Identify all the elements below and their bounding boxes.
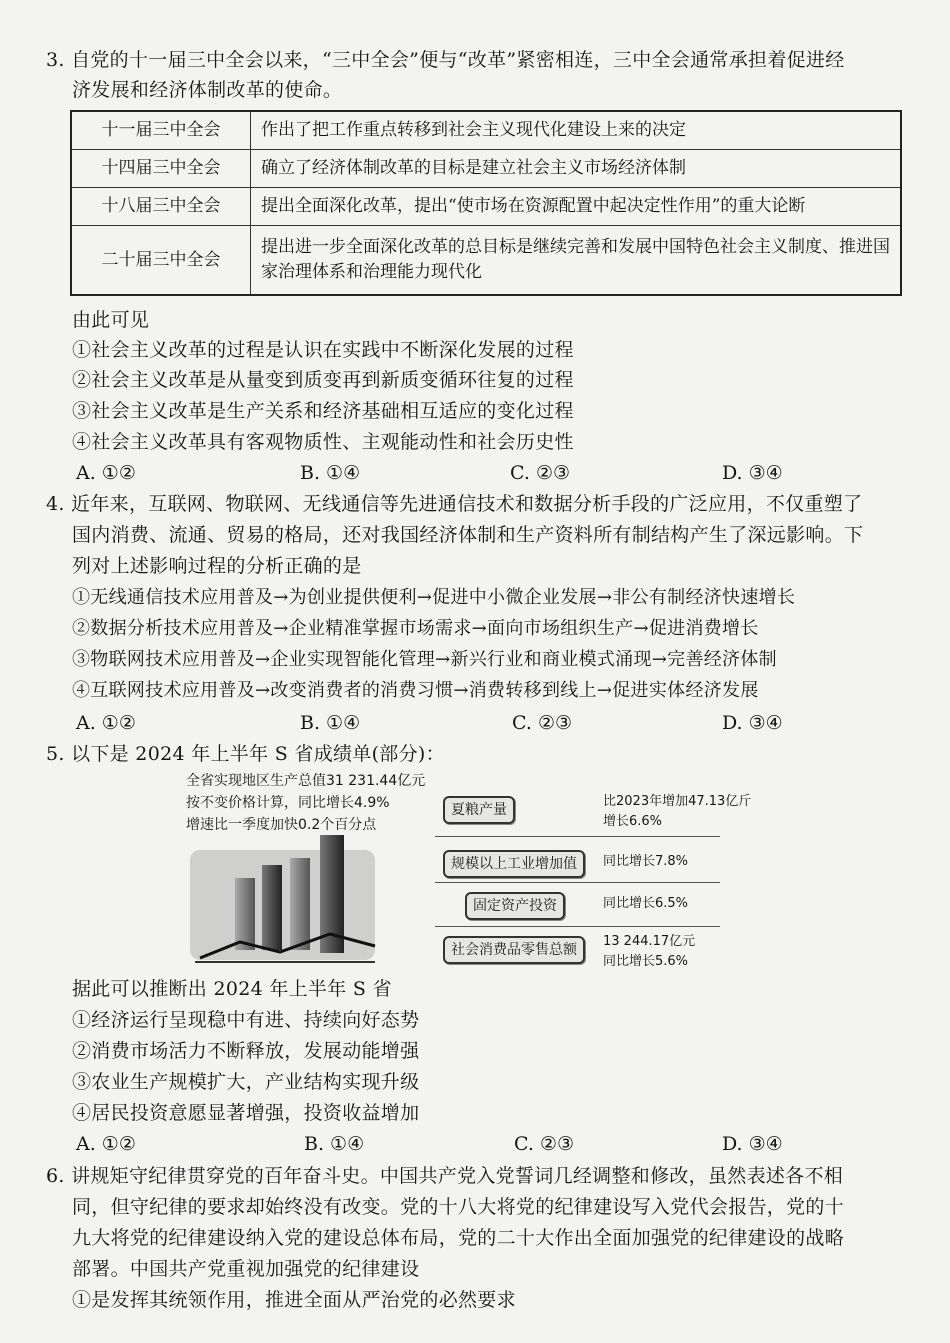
q3-option-d[interactable]: D. ③④ — [722, 462, 783, 484]
stat-value — [603, 932, 695, 972]
report-card-figure — [180, 770, 752, 985]
stat-retail-sales — [435, 932, 720, 972]
stat-label: 规模以上工业增加值 — [443, 850, 585, 878]
q4-stem-line3: 列对上述影响过程的分析正确的是 — [72, 555, 362, 577]
table-row — [71, 111, 901, 150]
table-row — [71, 226, 901, 296]
content-cell: 确立了经济体制改革的目标是建立社会主义市场经济体制 — [251, 150, 902, 188]
illustration-bar — [290, 858, 310, 950]
q4-option-c[interactable]: C. ②③ — [512, 712, 573, 734]
gdp-summary — [186, 770, 425, 836]
q5-item-4: ④居民投资意愿显著增强，投资收益增加 — [72, 1102, 420, 1124]
stat-value-line: 同比增长7.8% — [603, 854, 689, 869]
stat-value — [603, 852, 688, 872]
content-cell: 作出了把工作重点转移到社会主义现代化建设上来的决定 — [251, 111, 902, 150]
stat-label: 固定资产投资 — [465, 892, 565, 920]
content-cell: 提出进一步全面深化改革的总目标是继续完善和发展中国特色社会主义制度、推进国家治理体系和治理能力现代化 — [251, 226, 902, 296]
stat-summer-grain — [435, 792, 752, 832]
q4-item-1: ①无线通信技术应用普及→为创业提供便利→促进中小微企业发展→非公有制经济快速增长 — [72, 587, 796, 608]
stat-label: 夏粮产量 — [443, 796, 515, 824]
stat-label: 社会消费品零售总额 — [443, 936, 585, 964]
q5-option-a[interactable]: A. ①② — [76, 1133, 136, 1155]
q3-item-1: ①社会主义改革的过程是认识在实践中不断深化发展的过程 — [72, 339, 574, 361]
illustration-bar — [262, 865, 282, 950]
q3-item-3: ③社会主义改革是生产关系和经济基础相互适应的变化过程 — [72, 400, 574, 422]
content-cell: 提出全面深化改革，提出“使市场在资源配置中起决定性作用”的重大论断 — [251, 188, 902, 226]
q4-stem-line2: 国内消费、流通、贸易的格局，还对我国经济体制和生产资料所有制结构产生了深远影响。下 — [72, 524, 864, 546]
chart-backdrop — [190, 850, 375, 960]
stat-value — [603, 894, 688, 914]
q4-option-a[interactable]: A. ①② — [76, 712, 136, 734]
stat-value-line: 增长6.6% — [603, 814, 663, 829]
q5-option-c[interactable]: C. ②③ — [514, 1133, 575, 1155]
gdp-line-1: 全省实现地区生产总值31 231.44亿元 — [186, 773, 426, 789]
q3-option-c[interactable]: C. ②③ — [510, 462, 571, 484]
session-cell: 十一届三中全会 — [71, 111, 251, 150]
q6-stem-line3: 九大将党的纪律建设纳入党的建设总体布局，党的二十大作出全面加强党的纪律建设的战略 — [72, 1227, 845, 1249]
stat-fixed-investment — [435, 888, 720, 928]
stat-value-line: 同比增长5.6% — [603, 954, 689, 969]
q5-lead: 据此可以推断出 2024 年上半年 S 省 — [72, 978, 392, 1000]
q3-option-a[interactable]: A. ①② — [76, 462, 136, 484]
stat-value-line: 13 244.17亿元 — [603, 934, 696, 949]
session-cell: 十八届三中全会 — [71, 188, 251, 226]
q4-option-b[interactable]: B. ①④ — [300, 712, 361, 734]
q5-item-3: ③农业生产规模扩大，产业结构实现升级 — [72, 1071, 420, 1093]
bar-chart-illustration — [180, 830, 380, 970]
gdp-line-3: 增速比一季度加快0.2个百分点 — [186, 817, 377, 833]
table-row — [71, 188, 901, 226]
q3-item-2: ②社会主义改革是从量变到质变再到新质变循环往复的过程 — [72, 369, 574, 391]
divider — [435, 836, 720, 837]
q5-item-2: ②消费市场活力不断释放，发展动能增强 — [72, 1040, 420, 1062]
q3-stem-line1: 3. 自党的十一届三中全会以来，“三中全会”便与“改革”紧密相连，三中全会通常承担着促进经 — [46, 49, 845, 71]
q4-option-d[interactable]: D. ③④ — [722, 712, 783, 734]
q6-item-1: ①是发挥其统领作用，推进全面从严治党的必然要求 — [72, 1289, 516, 1311]
q3-option-b[interactable]: B. ①④ — [300, 462, 361, 484]
q6-stem-line1: 6. 讲规矩守纪律贯穿党的百年奋斗史。中国共产党入党誓词几经调整和修改，虽然表述各不相 — [46, 1165, 844, 1187]
q3-stem-line2: 济发展和经济体制改革的使命。 — [72, 79, 343, 101]
q5-option-b[interactable]: B. ①④ — [304, 1133, 365, 1155]
q3-lead: 由此可见 — [72, 309, 150, 331]
plenum-table — [70, 110, 902, 296]
gdp-line-2: 按不变价格计算，同比增长4.9% — [186, 795, 390, 811]
q3-item-4: ④社会主义改革具有客观物质性、主观能动性和社会历史性 — [72, 431, 574, 453]
q6-stem-line4: 部署。中国共产党重视加强党的纪律建设 — [72, 1258, 420, 1280]
divider — [435, 882, 720, 883]
q5-stem: 5. 以下是 2024 年上半年 S 省成绩单(部分)： — [46, 743, 445, 765]
q6-stem-line2: 同，但守纪律的要求却始终没有改变。党的十八大将党的纪律建设写入党代会报告，党的十 — [72, 1196, 845, 1218]
q4-stem-line1: 4. 近年来，互联网、物联网、无线通信等先进通信技术和数据分析手段的广泛应用，不仅重塑了 — [46, 493, 863, 515]
session-cell: 二十届三中全会 — [71, 226, 251, 296]
stat-value-line: 比2023年增加47.13亿斤 — [603, 794, 752, 809]
stat-value — [603, 792, 751, 832]
q4-item-3: ③物联网技术应用普及→企业实现智能化管理→新兴行业和商业模式涌现→完善经济体制 — [72, 649, 777, 670]
stat-value-line: 同比增长6.5% — [603, 896, 689, 911]
illustration-bar — [235, 878, 255, 950]
divider — [435, 926, 720, 927]
session-cell: 十四届三中全会 — [71, 150, 251, 188]
q4-item-2: ②数据分析技术应用普及→企业精准掌握市场需求→面向市场组织生产→促进消费增长 — [72, 618, 759, 639]
stat-industrial-value — [435, 846, 720, 886]
q5-item-1: ①经济运行呈现稳中有进、持续向好态势 — [72, 1009, 420, 1031]
q4-item-4: ④互联网技术应用普及→改变消费者的消费习惯→消费转移到线上→促进实体经济发展 — [72, 680, 759, 701]
table-row — [71, 150, 901, 188]
q5-option-d[interactable]: D. ③④ — [722, 1133, 783, 1155]
